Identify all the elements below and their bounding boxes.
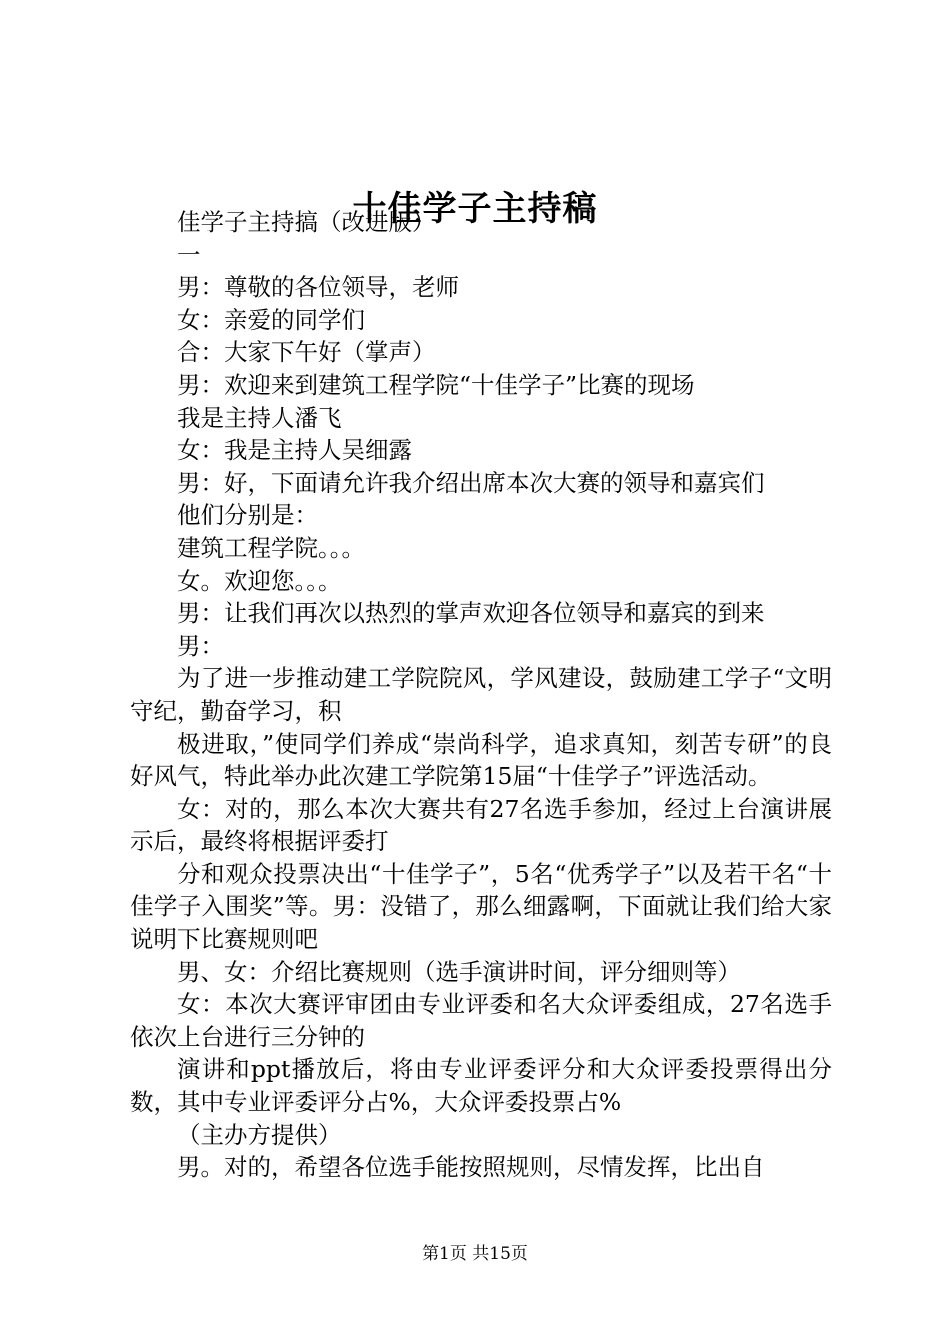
text-line: 男：让我们再次以热烈的掌声欢迎各位领导和嘉宾的到来 — [177, 599, 765, 628]
text-line: 我是主持人潘飞 — [177, 403, 342, 432]
text-line: 女：亲爱的同学们 — [177, 305, 365, 334]
paragraph: 女：对的，那么本次大赛共有27名选手参加，经过上台演讲展示后，最终将根据评委打 — [130, 794, 832, 856]
text-line: 一 — [177, 240, 201, 269]
text-line: 女：我是主持人吴细露 — [177, 436, 412, 465]
page-number-footer: 第1页 共15页 — [422, 1244, 528, 1264]
text-line: 佳学子主持搞（改进版） — [177, 208, 436, 236]
text-line: 男：尊敬的各位领导，老师 — [177, 273, 459, 302]
text-line: 男： — [177, 631, 224, 660]
paragraph: （主办方提供） — [177, 1120, 342, 1149]
paragraph: 分和观众投票决出“十佳学子”，5名“优秀学子”以及若干名“十佳学子入围奖”等。男：没错了，那么细露啊，下面就让我们给大家说明下比赛规则吧 — [130, 859, 832, 954]
document-body — [130, 206, 832, 1184]
document-title: 十佳学子主持稿 — [352, 189, 598, 229]
paragraph: 男。对的，希望各位选手能按照规则，尽情发挥，比出自 — [177, 1153, 765, 1182]
text-line: 合：大家下午好（掌声） — [177, 338, 436, 367]
text-line: 建筑工程学院。。。 — [177, 533, 365, 562]
text-line: 女。欢迎您。。。 — [177, 566, 342, 595]
text-line: 他们分别是： — [177, 501, 318, 530]
text-line: 男：好，下面请允许我介绍出席本次大赛的领导和嘉宾们 — [177, 468, 765, 497]
paragraph: 男、女：介绍比赛规则（选手演讲时间，评分细则等） — [177, 957, 741, 986]
paragraph: 为了进一步推动建工学院院风，学风建设，鼓励建工学子“文明守纪，勤奋学习，积 — [130, 664, 832, 725]
paragraph: 演讲和ppt播放后，将由专业评委评分和大众评委投票得出分数，其中专业评委评分占%，大众评委投票占% — [130, 1055, 832, 1117]
paragraph: 极进取，”使同学们养成“崇尚科学，追求真知，刻苦专研”的良好风气，特此举办此次建工学院第15届“十佳学子”评选活动。 — [130, 729, 832, 791]
paragraph: 女：本次大赛评审团由专业评委和名大众评委组成，27名选手依次上台进行三分钟的 — [130, 990, 832, 1051]
text-line: 男：欢迎来到建筑工程学院“十佳学子”比赛的现场 — [177, 370, 695, 399]
